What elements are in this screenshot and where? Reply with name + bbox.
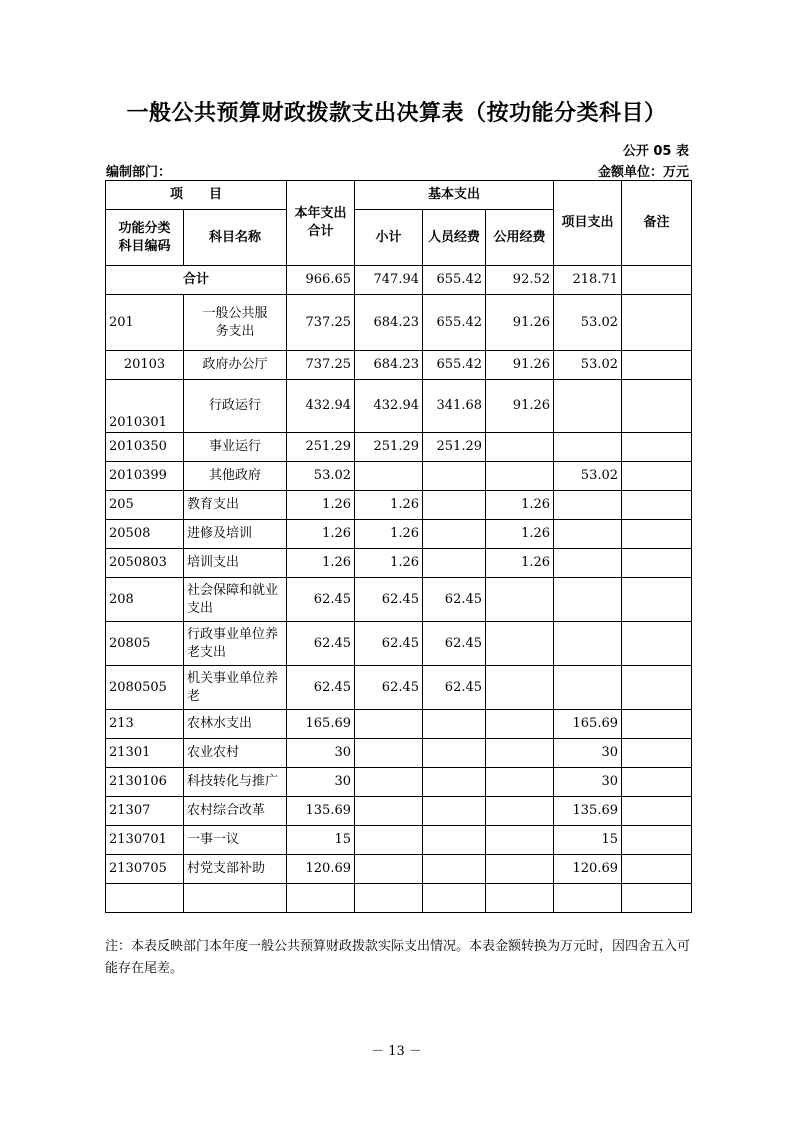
empty-cell xyxy=(486,884,554,913)
name-cell: 一般公共服务支出 xyxy=(184,295,287,351)
name-cell: 农林水支出 xyxy=(184,710,287,739)
remark-cell xyxy=(622,380,692,433)
name-cell: 教育支出 xyxy=(184,491,287,520)
header-total-line2: 合计 xyxy=(307,224,334,239)
header-total-line1: 本年支出 xyxy=(294,206,347,221)
table-row xyxy=(106,797,692,826)
project-cell xyxy=(554,380,622,433)
code-cell: 2010301 xyxy=(106,380,184,433)
public-cell: 91.26 xyxy=(486,380,554,433)
total-cell: 737.25 xyxy=(287,295,355,351)
name-cell: 一事一议 xyxy=(184,826,287,855)
project-cell xyxy=(554,622,622,666)
name-cell: 农业农村 xyxy=(184,739,287,768)
public-cell xyxy=(486,826,554,855)
remark-cell xyxy=(622,295,692,351)
header-personnel: 人员经费 xyxy=(423,210,486,266)
total-cell: 251.29 xyxy=(287,433,355,462)
name-cell: 村党支部补助 xyxy=(184,855,287,884)
remark-cell xyxy=(622,855,692,884)
public-cell: 1.26 xyxy=(486,520,554,549)
empty-cell xyxy=(622,884,692,913)
subtotal-cell: 1.26 xyxy=(355,549,423,578)
subtotal-cell xyxy=(355,462,423,491)
personnel-cell: 341.68 xyxy=(423,380,486,433)
table-row xyxy=(106,491,692,520)
subtotal-cell: 432.94 xyxy=(355,380,423,433)
subtotal-cell: 684.23 xyxy=(355,295,423,351)
remark-cell xyxy=(622,433,692,462)
subtotal-cell: 62.45 xyxy=(355,666,423,710)
table-body xyxy=(106,266,692,913)
remark-cell xyxy=(622,462,692,491)
table-row xyxy=(106,666,692,710)
code-cell: 2130701 xyxy=(106,826,184,855)
remark-cell xyxy=(622,739,692,768)
subtotal-cell: 684.23 xyxy=(355,351,423,380)
code-cell: 2010350 xyxy=(106,433,184,462)
table-row-total xyxy=(106,266,692,295)
header-total xyxy=(287,181,355,266)
subtotal-cell: 1.26 xyxy=(355,491,423,520)
empty-cell xyxy=(554,884,622,913)
header-public: 公用经费 xyxy=(486,210,554,266)
form-number: 公开 05 表 xyxy=(622,144,689,159)
personnel-cell xyxy=(423,768,486,797)
public-cell xyxy=(486,855,554,884)
header-subject-name: 科目名称 xyxy=(184,210,287,266)
total-cell: 165.69 xyxy=(287,710,355,739)
subtotal-cell: 62.45 xyxy=(355,622,423,666)
personnel-cell: 655.42 xyxy=(423,295,486,351)
public-cell: 1.26 xyxy=(486,491,554,520)
personnel-cell xyxy=(423,462,486,491)
department-label: 编制部门： xyxy=(106,165,172,180)
table-row xyxy=(106,549,692,578)
page-title: 一般公共预算财政拨款支出决算表（按功能分类科目） xyxy=(126,101,667,126)
public-cell xyxy=(486,666,554,710)
subtotal-cell: 747.94 xyxy=(355,266,423,295)
personnel-cell xyxy=(423,797,486,826)
project-cell xyxy=(554,520,622,549)
total-cell: 30 xyxy=(287,739,355,768)
empty-cell xyxy=(184,884,287,913)
personnel-cell xyxy=(423,826,486,855)
code-cell: 20103 xyxy=(106,351,184,380)
remark-cell xyxy=(622,491,692,520)
project-cell: 135.69 xyxy=(554,797,622,826)
table-row xyxy=(106,295,692,351)
code-cell: 2050803 xyxy=(106,549,184,578)
public-cell xyxy=(486,433,554,462)
total-cell: 1.26 xyxy=(287,549,355,578)
remark-cell xyxy=(622,797,692,826)
remark-cell xyxy=(622,768,692,797)
name-cell: 农村综合改革 xyxy=(184,797,287,826)
header-code xyxy=(106,210,184,266)
name-cell: 其他政府 xyxy=(184,462,287,491)
header-remark: 备注 xyxy=(622,181,692,266)
total-cell: 966.65 xyxy=(287,266,355,295)
remark-cell xyxy=(622,666,692,710)
table-row xyxy=(106,710,692,739)
remark-cell xyxy=(622,622,692,666)
table-row xyxy=(106,622,692,666)
project-cell: 120.69 xyxy=(554,855,622,884)
code-cell: 208 xyxy=(106,578,184,622)
project-cell xyxy=(554,666,622,710)
public-cell: 91.26 xyxy=(486,351,554,380)
name-cell: 机关事业单位养老 xyxy=(184,666,287,710)
personnel-cell xyxy=(423,520,486,549)
public-cell: 91.26 xyxy=(486,295,554,351)
personnel-cell xyxy=(423,491,486,520)
name-cell: 行政运行 xyxy=(184,380,287,433)
table-row xyxy=(106,433,692,462)
name-cell: 进修及培训 xyxy=(184,520,287,549)
subtotal-cell xyxy=(355,797,423,826)
personnel-cell xyxy=(423,549,486,578)
project-cell xyxy=(554,491,622,520)
name-cell: 政府办公厅 xyxy=(184,351,287,380)
project-cell xyxy=(554,549,622,578)
public-cell: 92.52 xyxy=(486,266,554,295)
code-cell: 21301 xyxy=(106,739,184,768)
code-cell: 205 xyxy=(106,491,184,520)
public-cell xyxy=(486,578,554,622)
empty-cell xyxy=(423,884,486,913)
remark-cell xyxy=(622,549,692,578)
code-cell: 2010399 xyxy=(106,462,184,491)
subtotal-cell xyxy=(355,739,423,768)
remark-cell xyxy=(622,266,692,295)
code-cell: 20805 xyxy=(106,622,184,666)
header-code-line1: 功能分类 xyxy=(118,220,171,236)
subtotal-cell xyxy=(355,855,423,884)
total-cell: 1.26 xyxy=(287,491,355,520)
code-cell: 21307 xyxy=(106,797,184,826)
table-row xyxy=(106,739,692,768)
project-cell: 30 xyxy=(554,768,622,797)
table-row xyxy=(106,351,692,380)
personnel-cell xyxy=(423,710,486,739)
remark-cell xyxy=(622,826,692,855)
personnel-cell: 655.42 xyxy=(423,266,486,295)
header-basic: 基本支出 xyxy=(355,181,554,210)
total-cell: 62.45 xyxy=(287,666,355,710)
public-cell xyxy=(486,768,554,797)
project-cell: 30 xyxy=(554,739,622,768)
name-cell: 科技转化与推广 xyxy=(184,768,287,797)
table-header xyxy=(106,181,692,266)
remark-cell xyxy=(622,578,692,622)
personnel-cell xyxy=(423,739,486,768)
personnel-cell: 62.45 xyxy=(423,622,486,666)
project-cell: 53.02 xyxy=(554,295,622,351)
personnel-cell: 62.45 xyxy=(423,666,486,710)
table-row xyxy=(106,462,692,491)
total-label: 合计 xyxy=(106,266,287,295)
public-cell xyxy=(486,462,554,491)
project-cell: 218.71 xyxy=(554,266,622,295)
footnote: 注：本表反映部门本年度一般公共预算财政拨款实际支出情况。本表金额转换为万元时，因四舍五入可能存在尾差。 xyxy=(105,939,691,976)
public-cell xyxy=(486,739,554,768)
code-cell: 213 xyxy=(106,710,184,739)
total-cell: 53.02 xyxy=(287,462,355,491)
code-cell: 20508 xyxy=(106,520,184,549)
public-cell: 1.26 xyxy=(486,549,554,578)
total-cell: 120.69 xyxy=(287,855,355,884)
total-cell: 135.69 xyxy=(287,797,355,826)
table-row xyxy=(106,578,692,622)
code-cell: 201 xyxy=(106,295,184,351)
subtotal-cell xyxy=(355,710,423,739)
unit-label: 金额单位：万元 xyxy=(597,165,689,180)
empty-cell xyxy=(287,884,355,913)
page-number: － 13 － xyxy=(371,1044,422,1059)
total-cell: 737.25 xyxy=(287,351,355,380)
total-cell: 30 xyxy=(287,768,355,797)
table-row xyxy=(106,855,692,884)
public-cell xyxy=(486,710,554,739)
personnel-cell: 251.29 xyxy=(423,433,486,462)
total-cell: 62.45 xyxy=(287,578,355,622)
header-project: 项目支出 xyxy=(554,181,622,266)
table-row xyxy=(106,380,692,433)
name-cell: 培训支出 xyxy=(184,549,287,578)
public-cell xyxy=(486,797,554,826)
table-row-empty xyxy=(106,884,692,913)
personnel-cell: 62.45 xyxy=(423,578,486,622)
total-cell: 1.26 xyxy=(287,520,355,549)
header-code-line2: 科目编码 xyxy=(118,238,171,254)
table-row xyxy=(106,520,692,549)
subtotal-cell: 62.45 xyxy=(355,578,423,622)
project-cell: 53.02 xyxy=(554,351,622,380)
expenditure-table xyxy=(105,180,692,913)
project-cell xyxy=(554,578,622,622)
project-cell: 15 xyxy=(554,826,622,855)
table-row xyxy=(106,768,692,797)
subtotal-cell: 1.26 xyxy=(355,520,423,549)
header-item: 项 目 xyxy=(106,181,287,210)
remark-cell xyxy=(622,351,692,380)
empty-cell xyxy=(355,884,423,913)
subtotal-cell xyxy=(355,768,423,797)
code-cell: 2080505 xyxy=(106,666,184,710)
total-cell: 62.45 xyxy=(287,622,355,666)
public-cell xyxy=(486,622,554,666)
personnel-cell: 655.42 xyxy=(423,351,486,380)
remark-cell xyxy=(622,710,692,739)
subtotal-cell: 251.29 xyxy=(355,433,423,462)
table-row xyxy=(106,826,692,855)
header-subtotal: 小计 xyxy=(355,210,423,266)
remark-cell xyxy=(622,520,692,549)
name-cell: 社会保障和就业支出 xyxy=(184,578,287,622)
project-cell: 165.69 xyxy=(554,710,622,739)
total-cell: 15 xyxy=(287,826,355,855)
code-cell: 2130106 xyxy=(106,768,184,797)
subtotal-cell xyxy=(355,826,423,855)
code-cell: 2130705 xyxy=(106,855,184,884)
total-cell: 432.94 xyxy=(287,380,355,433)
name-cell: 行政事业单位养老支出 xyxy=(184,622,287,666)
empty-cell xyxy=(106,884,184,913)
personnel-cell xyxy=(423,855,486,884)
project-cell: 53.02 xyxy=(554,462,622,491)
name-cell: 事业运行 xyxy=(184,433,287,462)
project-cell xyxy=(554,433,622,462)
